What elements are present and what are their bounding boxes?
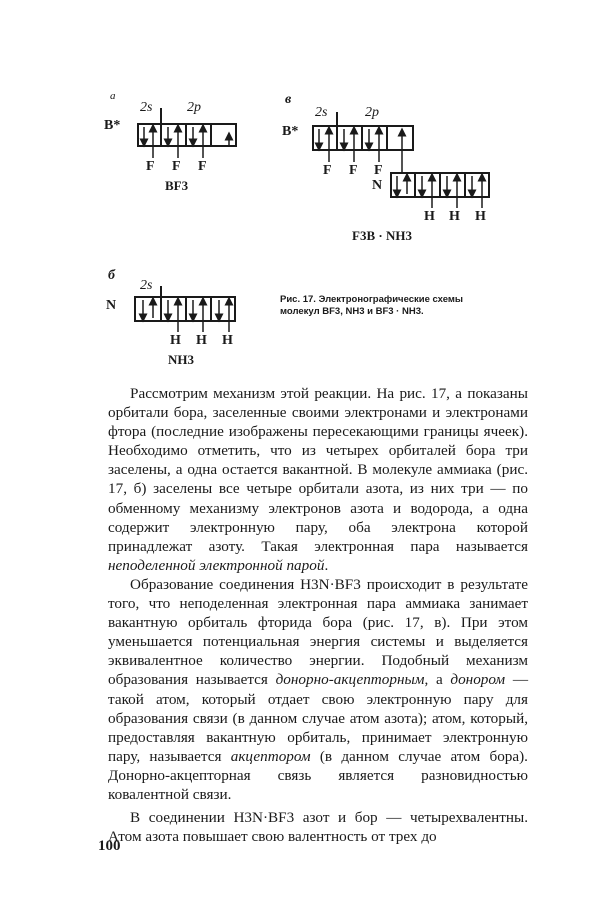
paragraph [108,575,528,804]
text-run: Образование соединения H3N·BF3 происходит в результате того, что неподеленная электронная пара аммиака занимает вакантную орбиталь фторида бора (рис. 17, в). При этом уменьшается потенциальная энергия системы и выделяется эквивалентное количество энергии. Подобный механизм образования называется [108,575,528,689]
shell-label-2p: 2p [365,105,379,120]
page-number: 100 [98,838,121,854]
panel-label-v: в [285,92,292,107]
text-run: . [324,556,329,574]
atom-label-boron: B* [104,118,121,133]
text-run: В соединении H3N·BF3 азот и бор — четырехвалентны. Атом азота повышает свою валентность от трех до [108,809,528,846]
molecule-label-bf3: BF3 [165,178,189,193]
substituent-f: F [374,163,383,178]
paragraph [108,384,528,575]
body-text [108,384,528,846]
text-run: Рассмотрим механизм этой реакции. На рис. 17, а показаны орбитали бора, заселенные своими электронами и электронами фтора (последние изображены пересекающими границы ячеек). Необходимо отметить, что из четырех орбиталей бора три заселены, а одна остается вакантной. В молекуле аммиака (рис. 17, б) заселены все четыре орбитали азота, из них три — по обменному механизму электронов азота и водорода, а одна содержит электронную пару, оба электрона которой принадлежат азоту. Такая электронная пара называется [108,385,528,555]
substituent-f: F [323,163,332,178]
shell-label-2p: 2p [187,100,201,115]
figure-caption: Рис. 17. Электронографические схемы молекул BF3, NH3 и BF3 · NH3. [280,294,464,317]
shell-label-2s: 2s [315,105,328,120]
substituent-f: F [146,159,155,174]
text-run: — такой атом, который отдает свою электронную пару для образования связи (в данном случае атом азота); атом, который, предоставляя вакантную орбиталь, принимает электронную пару, называется [108,671,529,765]
substituent-h: H [475,209,486,224]
text-run: , а [424,671,451,689]
electron-arrows [0,0,600,400]
paragraph [108,808,528,846]
substituent-f: F [172,159,181,174]
panel-label-a: а [110,90,116,102]
substituent-f: F [349,163,358,178]
shell-label-2s: 2s [140,278,153,293]
molecule-label-f3b-nh3: F3B · NH3 [352,228,412,243]
atom-label-boron: B* [282,124,299,139]
atom-label-nitrogen: N [106,298,117,313]
emphasis-term: неподеленной электронной парой [108,556,325,574]
substituent-h: H [424,209,435,224]
substituent-h: H [449,209,460,224]
substituent-h: H [170,333,181,348]
shell-label-2s: 2s [140,100,153,115]
text-run: (в данном случае атом бора). Донорно-акцепторная связь является разновидностью ковалентной связи. [108,747,528,803]
molecule-label-nh3: NH3 [168,352,194,367]
substituent-h: H [196,333,207,348]
atom-label-nitrogen: N [372,178,383,193]
substituent-f: F [198,159,207,174]
emphasis-term: донорно-акцепторным [275,671,425,689]
emphasis-term: донором [450,671,506,689]
substituent-h: H [222,333,233,348]
panel-label-b: б [108,268,115,283]
emphasis-term: акцептором [230,747,311,765]
